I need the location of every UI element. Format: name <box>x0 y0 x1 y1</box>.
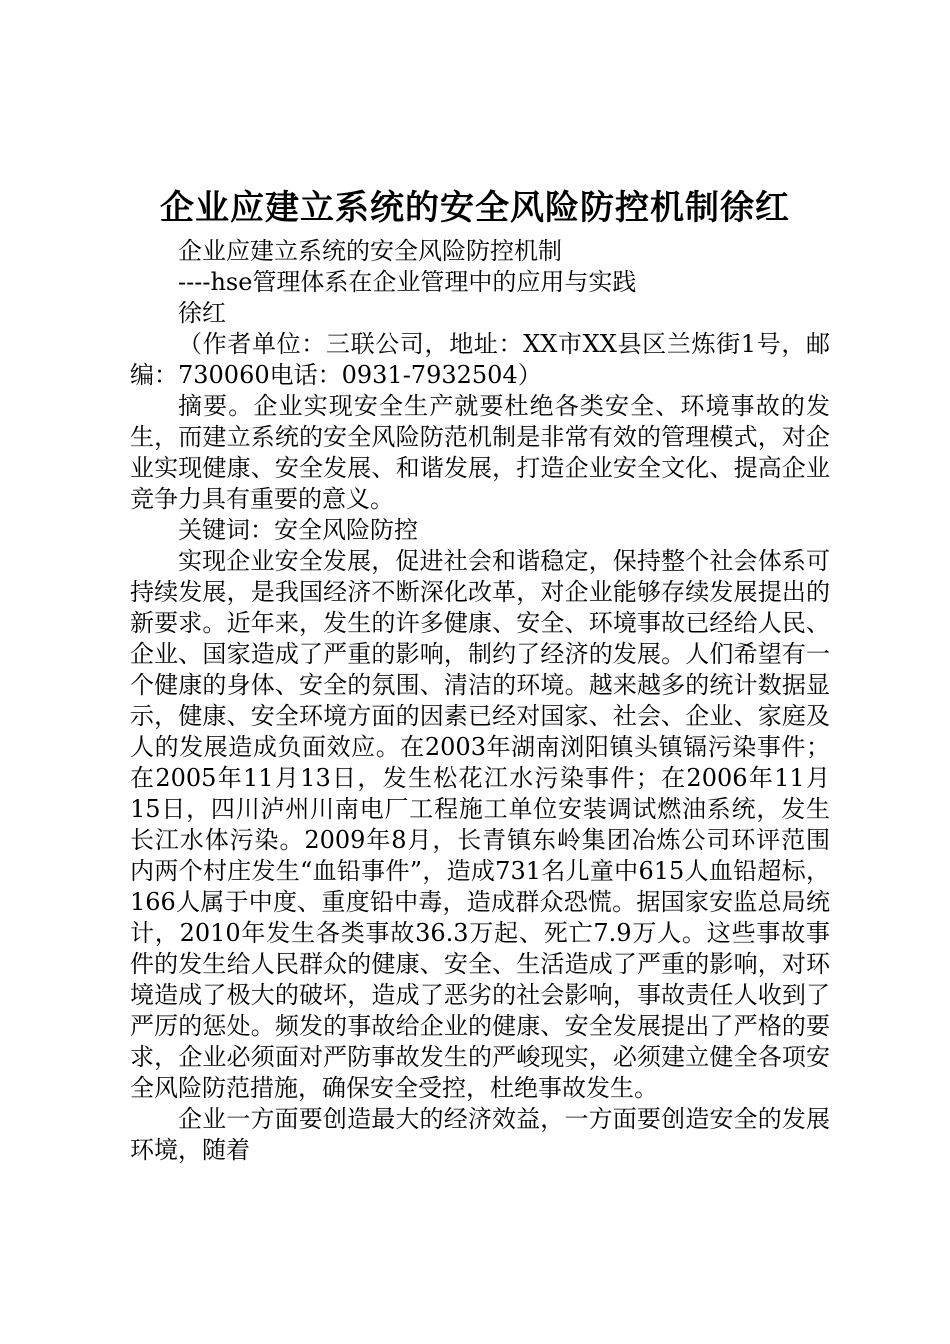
abstract-paragraph: 摘要。企业实现安全生产就要杜绝各类安全、环境事故的发生，而建立系统的安全风险防范机制是非常有效的管理模式，对企业实现健康、安全发展、和谐发展，打造企业安全文化、提高企业竞争力具有重要的意义。 <box>130 392 830 513</box>
document-title: 企业应建立系统的安全风险防控机制徐红 <box>160 188 790 228</box>
author-name: 徐红 <box>178 299 226 327</box>
author-affiliation: （作者单位：三联公司，地址：XX市XX县区兰炼街1号，邮编：730060电话：0931-7932504） <box>130 330 830 389</box>
body-paragraph-2: 企业一方面要创造最大的经济效益，一方面要创造安全的发展环境，随着 <box>130 1105 830 1164</box>
keywords-line: 关键词：安全风险防控 <box>178 516 418 544</box>
document-body <box>130 236 830 1166</box>
subtitle-2: ----hse管理体系在企业管理中的应用与实践 <box>178 268 637 296</box>
body-paragraph-1: 实现企业安全发展，促进社会和谐稳定，保持整个社会体系可持续发展，是我国经济不断深化改革，对企业能够存续发展提出的新要求。近年来，发生的许多健康、安全、环境事故已经给人民、企业、国家造成了严重的影响，制约了经济的发展。人们希望有一个健康的身体、安全的氛围、清洁的环境。越来越多的统计数据显示，健康、安全环境方面的因素已经对国家、社会、企业、家庭及人的发展造成负面效应。在2003年湖南浏阳镇头镇镉污染事件；在2005年11月13日，发生松花江水污染事件；在2006年11月15日，四川泸州川南电厂工程施工单位安装调试燃油系统，发生长江水体污染。2009年8月，长青镇东岭集团冶炼公司环评范围内两个村庄发生“血铅事件”，造成731名儿童中615人血铅超标，166人属于中度、重度铅中毒，造成群众恐慌。据国家安监总局统计，2010年发生各类事故36.3万起、死亡7.9万人。这些事故事件的发生给人民群众的健康、安全、生活造成了严重的影响，对环境造成了极大的破坏，造成了恶劣的社会影响，事故责任人收到了严厉的惩处。频发的事故给企业的健康、安全发展提出了严格的要求，企业必须面对严防事故发生的严峻现实，必须建立健全各项安全风险防范措施，确保安全受控，杜绝事故发生。 <box>130 547 830 1102</box>
subtitle: 企业应建立系统的安全风险防控机制 <box>178 237 562 265</box>
